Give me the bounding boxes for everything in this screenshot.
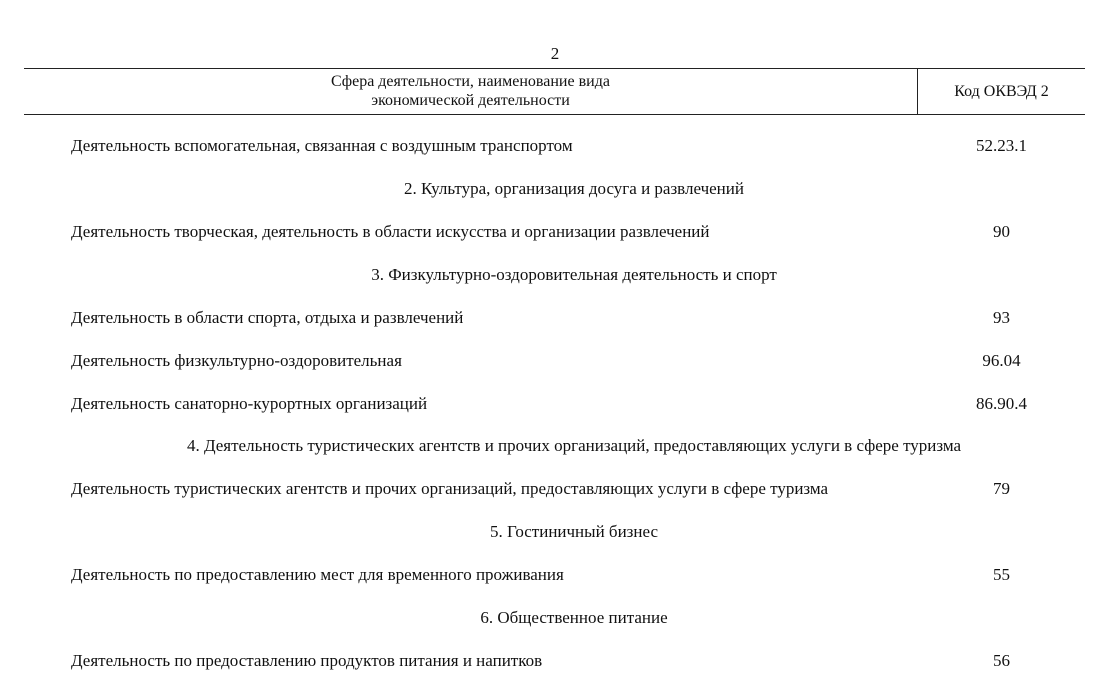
header-activity-label-line1: Сфера деятельности, наименование вида xyxy=(331,73,610,90)
okved-code: 56 xyxy=(993,651,1010,670)
table-row xyxy=(0,307,1110,329)
table-row xyxy=(0,393,1110,415)
okved-code: 86.90.4 xyxy=(976,394,1027,413)
header-code-column: Код ОКВЭД 2 xyxy=(954,83,1049,100)
section-heading: 3. Физкультурно-оздоровительная деятельность и спорт xyxy=(371,265,777,284)
page-number: 2 xyxy=(550,44,560,63)
table-row xyxy=(0,350,1110,372)
activity-name: Деятельность туристических агентств и прочих организаций, предоставляющих услуги в сфере туризма xyxy=(71,479,829,498)
section-heading: 6. Общественное питание xyxy=(480,608,668,627)
section-heading: 5. Гостиничный бизнес xyxy=(489,522,659,541)
section-heading: 2. Культура, организация досуга и развлечений xyxy=(404,179,744,198)
okved-code: 90 xyxy=(993,222,1010,241)
table-row xyxy=(0,478,1110,500)
table-header xyxy=(24,68,1085,115)
activity-name: Деятельность по предоставлению продуктов питания и напитков xyxy=(71,651,543,670)
okved-code: 55 xyxy=(993,565,1010,584)
okved-code: 52.23.1 xyxy=(976,136,1027,155)
table-row xyxy=(0,135,1110,157)
activity-name: Деятельность творческая, деятельность в области искусства и организации развлечений xyxy=(71,222,710,241)
activity-name: Деятельность в области спорта, отдыха и развлечений xyxy=(71,308,464,327)
table-row xyxy=(0,221,1110,243)
activity-name: Деятельность вспомогательная, связанная с воздушным транспортом xyxy=(71,136,573,155)
activity-name: Деятельность санаторно-курортных организаций xyxy=(71,394,428,413)
table-row xyxy=(0,650,1110,672)
okved-code: 79 xyxy=(993,479,1010,498)
okved-code: 96.04 xyxy=(982,351,1021,370)
header-activity-column xyxy=(24,69,918,114)
header-activity-label-line2: экономической деятельности xyxy=(371,92,570,109)
okved-code: 93 xyxy=(993,308,1010,327)
table-row xyxy=(0,564,1110,586)
activity-name: Деятельность по предоставлению мест для временного проживания xyxy=(71,565,564,584)
activity-name: Деятельность физкультурно-оздоровительная xyxy=(71,351,402,370)
section-heading: 4. Деятельность туристических агентств и прочих организаций, предоставляющих услуги в сфере туризма xyxy=(186,436,962,455)
